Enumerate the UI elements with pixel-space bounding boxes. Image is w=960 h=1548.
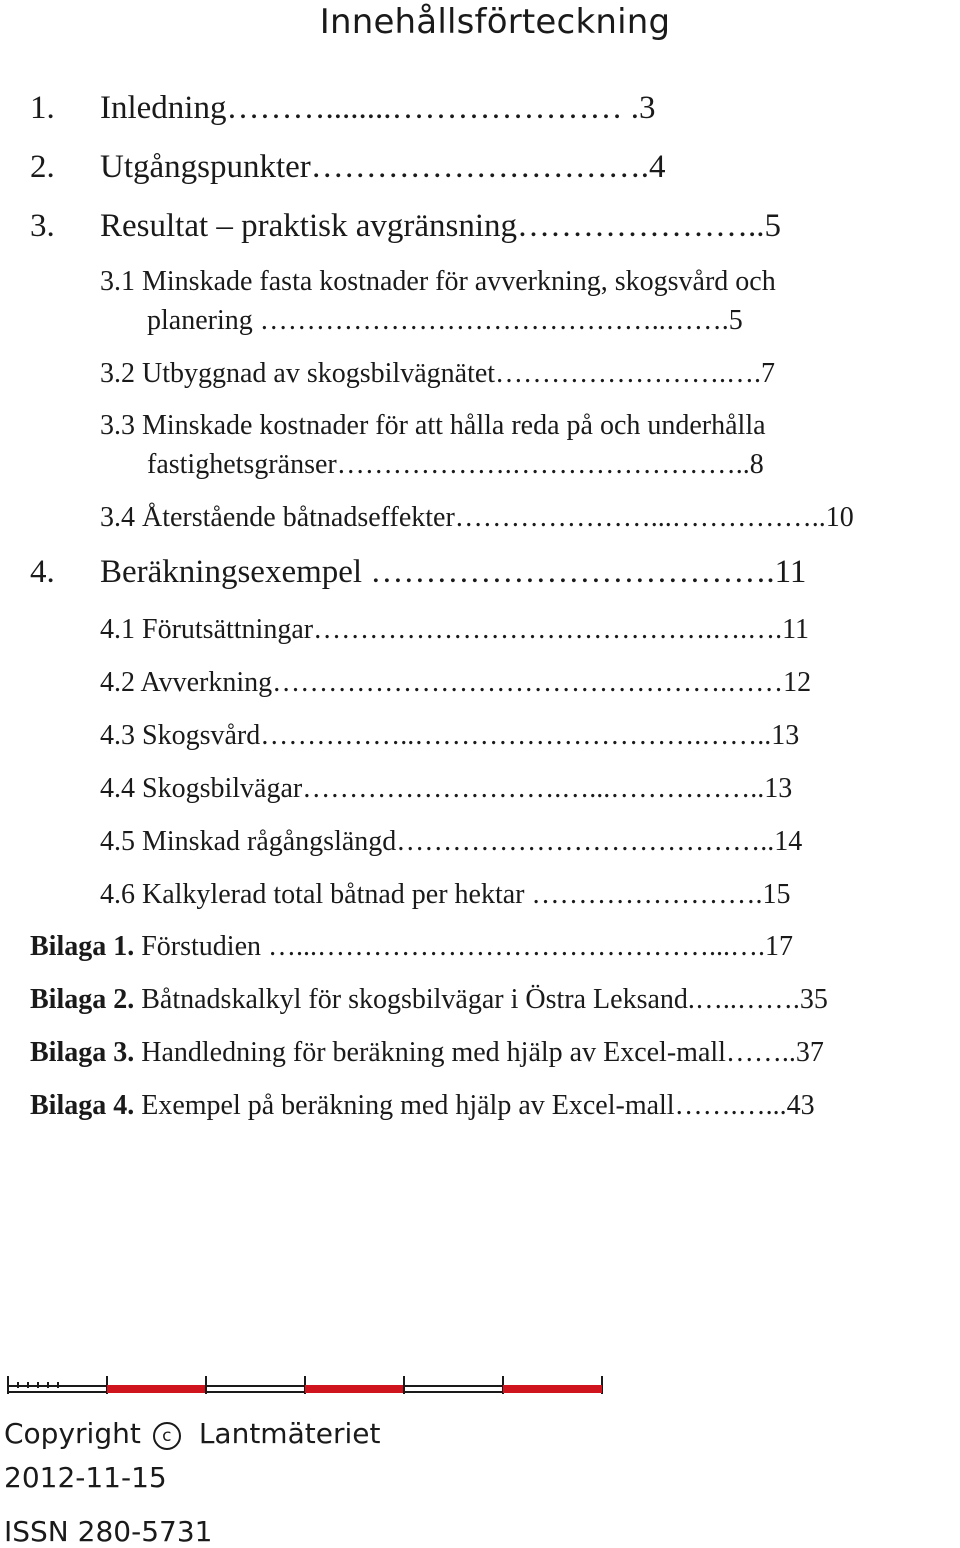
toc-subitem-continuation[interactable]: fastighetsgränser……………….……………………..8 <box>147 449 764 480</box>
toc-subitem[interactable]: 4.5 Minskad rågångslängd…………………………………..14 <box>100 826 803 857</box>
toc-item-number: 2. <box>30 149 55 185</box>
appendix-text: Båtnadskalkyl för skogsbilvägar i Östra Leksand.…..…….35 <box>141 984 828 1015</box>
scale-bar-segment <box>107 1385 206 1393</box>
publication-date: 2012-11-15 <box>4 1461 167 1494</box>
scale-bar-segment <box>8 1386 107 1392</box>
scale-bar-segment <box>503 1385 602 1393</box>
toc-item-text: Beräkningsexempel ……………………………….11 <box>100 554 807 590</box>
appendix-label: Bilaga 1. <box>30 931 135 962</box>
appendix-label: Bilaga 2. <box>30 984 135 1015</box>
appendix-text: Exempel på beräkning med hjälp av Excel-mall…….…...43 <box>141 1090 815 1121</box>
toc-item-number: 1. <box>30 90 55 126</box>
scale-bar-segment <box>404 1386 503 1392</box>
copyright-line <box>4 1418 380 1450</box>
toc-subitem[interactable]: 4.3 Skogsvård……………..………………………….……..13 <box>100 720 800 751</box>
toc-item-text: Utgångspunkter………………………….4 <box>100 149 666 185</box>
copyright-owner: Lantmäteriet <box>198 1417 381 1450</box>
toc-appendix[interactable] <box>30 1037 824 1069</box>
toc-subitem[interactable]: 3.4 Återstående båtnadseffekter…………………...……………..10 <box>100 502 854 533</box>
appendix-text: Handledning för beräkning med hjälp av Excel-mall……..37 <box>141 1037 824 1068</box>
copyright-icon: c <box>153 1422 181 1450</box>
scale-bar-segment <box>305 1385 404 1393</box>
appendix-label: Bilaga 4. <box>30 1090 135 1121</box>
toc-subitem[interactable]: 4.4 Skogsbilvägar……………………….…...……………..13 <box>100 773 793 804</box>
toc-subitem[interactable]: 3.1 Minskade fasta kostnader för avverkning, skogsvård och <box>100 266 776 297</box>
toc-appendix[interactable] <box>30 984 828 1016</box>
toc-subitem[interactable]: 4.6 Kalkylerad total båtnad per hektar …………………….15 <box>100 879 791 910</box>
scale-bar-graphic <box>6 1374 604 1396</box>
toc-subitem[interactable]: 4.2 Avverkning………………………………………….……12 <box>100 667 812 698</box>
toc-appendix[interactable] <box>30 931 793 963</box>
toc-item-text: Inledning………........………………… .3 <box>100 90 656 126</box>
appendix-label: Bilaga 3. <box>30 1037 135 1068</box>
toc-subitem[interactable]: 4.1 Förutsättningar…………………………………….….….11 <box>100 614 810 645</box>
toc-subitem-continuation[interactable]: planering ……………………………………..…….5 <box>147 305 743 336</box>
toc-item-number: 3. <box>30 208 55 244</box>
toc-appendix[interactable] <box>30 1090 815 1122</box>
issn-number: ISSN 280-5731 <box>4 1515 213 1548</box>
toc-subitem[interactable]: 3.2 Utbyggnad av skogsbilvägnätet…………………….….7 <box>100 358 776 389</box>
scale-bar-segment <box>206 1386 305 1392</box>
copyright-label: Copyright <box>4 1417 141 1450</box>
toc-item-number: 4. <box>30 554 55 590</box>
appendix-text: Förstudien …...……………………………………...….17 <box>141 931 794 962</box>
toc-subitem[interactable]: 3.3 Minskade kostnader för att hålla reda på och underhålla <box>100 410 766 441</box>
page-title: Innehållsförteckning <box>319 2 671 42</box>
toc-item-text: Resultat – praktisk avgränsning…………………..5 <box>100 208 782 244</box>
